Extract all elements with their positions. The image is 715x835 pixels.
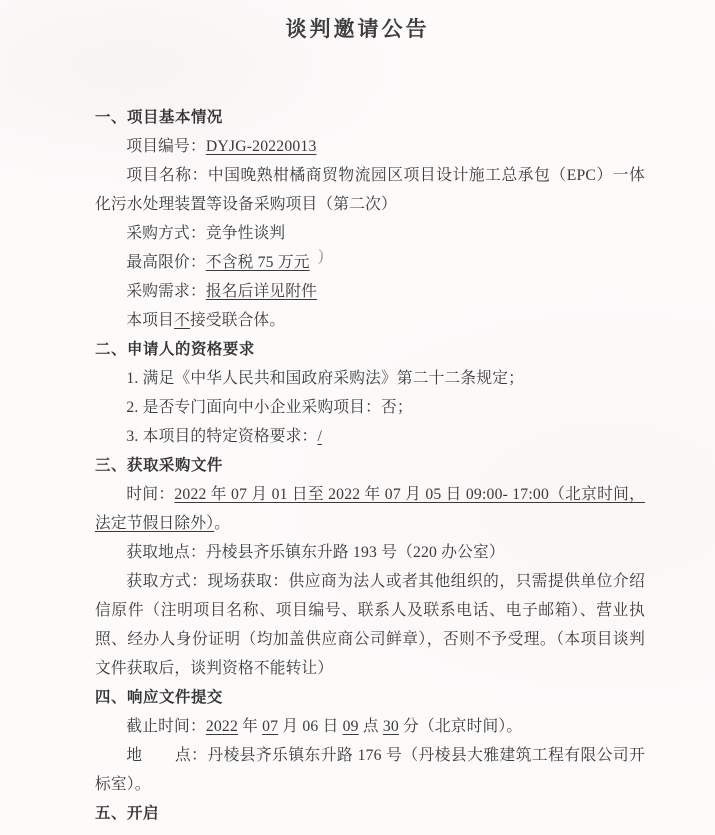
para-procurement-method: [95, 219, 645, 248]
section-heading-3: 三、获取采购文件: [95, 457, 223, 474]
text-run: 采购方式：竞争性谈判: [126, 225, 286, 242]
para-procurement-requirements: [95, 277, 645, 306]
section-heading-5: 五、开启: [95, 805, 159, 822]
text-run: 最高限价：: [126, 254, 206, 271]
document-body: [0, 103, 715, 828]
document-title: 谈判邀请公告: [285, 17, 430, 41]
item-qualification-1: [95, 364, 645, 393]
para-submission-deadline: [95, 712, 645, 741]
text-run: 月 06 日: [278, 718, 343, 735]
para-project-number: [95, 132, 645, 161]
para-submission-location: [95, 741, 645, 799]
text-run: 接受联合体。: [189, 312, 286, 329]
section-project-basic-info: [95, 103, 645, 335]
text-run: 采购需求：: [126, 283, 206, 300]
text-run: 2. 是否专门面向中小企业采购项目：否；: [126, 399, 413, 416]
section-heading-4: 四、响应文件提交: [95, 689, 223, 706]
text-run: 获取方式：现场获取：供应商为法人或者其他组织的，只需提供单位介绍信原件（注明项目名称、项目编号、联系人及联系电话、电子邮箱）、营业执照、经办人身份证明（均加盖供应商公司鲜章），否则不予受理。（本项目谈判文件获取后，谈判资格不能转让）: [95, 573, 645, 677]
text-run: 截止时间：: [126, 718, 206, 735]
text-run: 本项目: [126, 312, 175, 329]
text-run: 获取地点：丹棱县齐乐镇东升路 193 号（220 办公室）: [126, 544, 505, 561]
underlined-text-run: 09: [342, 718, 359, 735]
item-qualification-2: [95, 393, 645, 422]
section-response-submission: [95, 683, 645, 799]
text-run: 项目编号：: [126, 138, 206, 155]
text-run: 点: [358, 718, 383, 735]
text-run: 地 点：丹棱县齐乐镇东升路 176 号（丹棱县大雅建筑工程有限公司开标室）。: [95, 747, 645, 793]
para-document-method: [95, 567, 645, 683]
item-qualification-3: [95, 422, 645, 451]
section-heading-2: 二、申请人的资格要求: [95, 341, 255, 358]
para-project-name: [95, 161, 645, 219]
underlined-text-run: DYJG-20220013: [205, 138, 317, 155]
text-run: 。: [214, 515, 231, 532]
section-opening: [95, 799, 645, 828]
scan-artifact-mark: ): [317, 245, 325, 266]
para-consortium-note: [95, 306, 645, 335]
text-run: 年: [238, 718, 263, 735]
underlined-text-run: 07: [262, 718, 279, 735]
text-run: 分（北京时间）。: [398, 718, 523, 735]
underlined-text-run: /: [317, 428, 323, 445]
underlined-text-run: 2022 年 07 月 01 日至 2022 年 07 月 05 日 09:00- 17:00（北京时间，法定节假日除外）: [95, 486, 645, 532]
underlined-text-run: 30: [382, 718, 399, 735]
text-run: 时间：: [126, 486, 175, 503]
text-run: 3. 本项目的特定资格要求：: [126, 428, 318, 445]
text-run: 项目名称：中国晚熟柑橘商贸物流园区项目设计施工总承包（EPC）一体化污水处理装置等设备采购项目（第二次）: [95, 167, 645, 213]
para-document-location: [95, 538, 645, 567]
underlined-text-run: 2022: [205, 718, 239, 735]
section-obtain-documents: [95, 451, 645, 683]
text-run: 1. 满足《中华人民共和国政府采购法》第二十二条规定；: [126, 370, 524, 387]
underlined-text-run: 报名后详见附件: [205, 283, 318, 300]
section-heading-1: 一、项目基本情况: [95, 109, 223, 126]
para-document-time: [95, 480, 645, 538]
underlined-text-run: 不: [174, 312, 190, 329]
para-max-price: [95, 245, 645, 277]
underlined-text-run: 不含税 75 万元: [205, 254, 310, 271]
section-applicant-qualifications: [95, 335, 645, 451]
